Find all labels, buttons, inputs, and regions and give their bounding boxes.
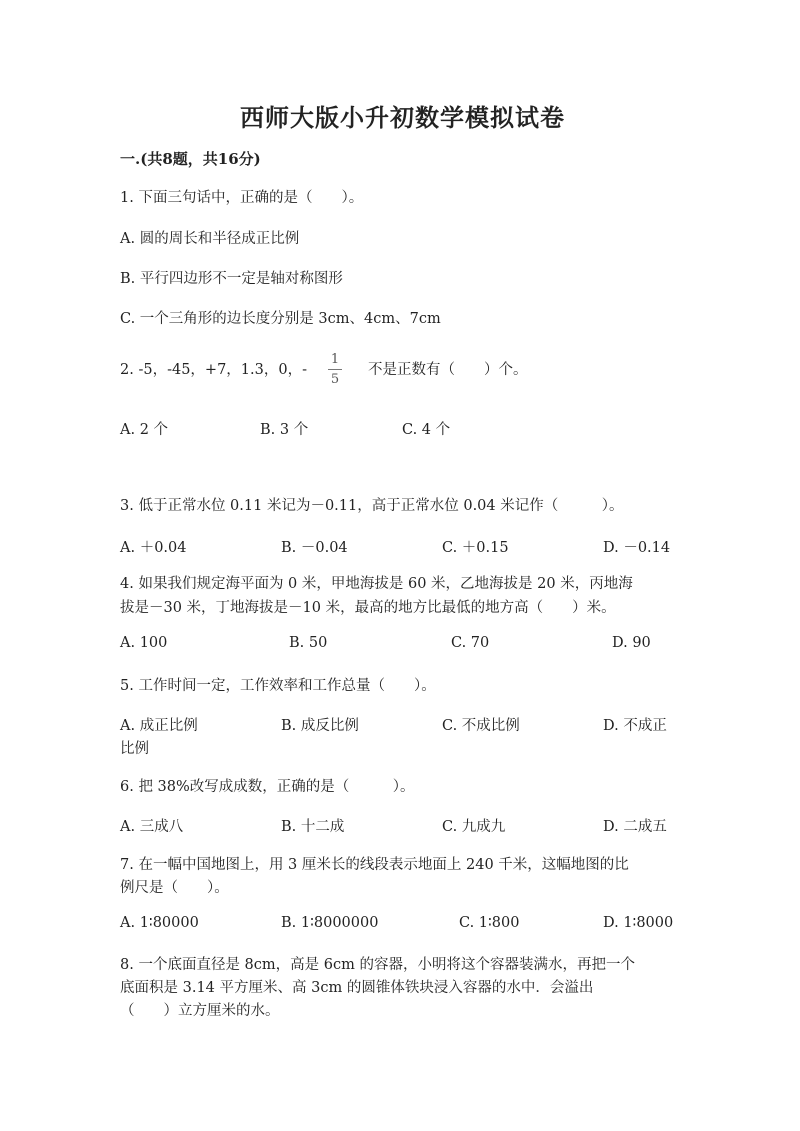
question-1-stem: 1. 下面三句话中，正确的是（ ）。 [120,190,364,206]
question-2-option-c: C. 4 个 [402,422,451,438]
question-5-option-d: D. 不成正 [603,718,667,734]
question-6-option-d: D. 二成五 [603,819,667,835]
question-8-stem-line-3: （ ）立方厘米的水。 [120,1003,280,1019]
question-1-option-c: C. 一个三角形的边长度分别是 3cm、4cm、7cm [120,311,441,327]
question-7-option-b: B. 1∶8000000 [281,915,379,931]
question-5-option-c: C. 不成比例 [442,718,520,734]
question-6-option-b: B. 十二成 [281,819,345,835]
question-1-option-b: B. 平行四边形不一定是轴对称图形 [120,271,343,287]
question-5-option-b: B. 成反比例 [281,718,359,734]
fraction-bar [328,369,342,370]
fraction-numerator: 1 [330,352,340,367]
question-6-stem: 6. 把 38%改写成成数，正确的是（ ）。 [120,779,415,795]
question-8-stem-line-1: 8. 一个底面直径是 8cm，高是 6cm 的容器，小明将这个容器装满水，再把一个 [120,957,635,973]
question-1-option-a: A. 圆的周长和半径成正比例 [120,231,300,247]
fraction-denominator: 5 [330,372,340,387]
question-7-stem-line-2: 例尺是（ ）。 [120,880,229,896]
question-4-option-b: B. 50 [289,635,328,651]
fraction-one-fifth [328,352,342,387]
question-5-stem: 5. 工作时间一定，工作效率和工作总量（ ）。 [120,678,436,694]
question-4-option-a: A. 100 [120,635,168,651]
question-5-option-a: A. 成正比例 [120,718,198,734]
question-3-stem: 3. 低于正常水位 0.11 米记为－0.11，高于正常水位 0.04 米记作（ ）。 [120,498,624,514]
question-3-option-a: A. ＋0.04 [120,540,187,556]
question-3-option-d: D. －0.14 [603,540,671,556]
question-4-option-d: D. 90 [612,635,651,651]
question-6-option-c: C. 九成九 [442,819,506,835]
question-2-option-a: A. 2 个 [120,422,169,438]
page-title: 西师大版小升初数学模拟试卷 [240,103,565,132]
question-6-option-a: A. 三成八 [120,819,184,835]
question-2-option-b: B. 3 个 [260,422,309,438]
question-8-stem-line-2: 底面积是 3.14 平方厘米、高 3cm 的圆锥体铁块浸入容器的水中．会溢出 [120,980,594,996]
question-7-option-d: D. 1∶8000 [603,915,674,931]
question-7-stem-line-1: 7. 在一幅中国地图上，用 3 厘米长的线段表示地面上 240 千米，这幅地图的比 [120,857,629,873]
question-7-option-a: A. 1∶80000 [120,915,199,931]
question-7-option-c: C. 1∶800 [459,915,520,931]
question-3-option-b: B. －0.04 [281,540,348,556]
question-2-stem-continued: 不是正数有（ ）个。 [368,362,528,378]
question-3-option-c: C. ＋0.15 [442,540,509,556]
section-heading: 一.(共8题，共16分) [120,150,261,168]
question-4-stem-line-2: 拔是－30 米，丁地海拔是－10 米，最高的地方比最低的地方高（ ）米。 [120,600,616,616]
question-2-stem: 2. -5，-45，+7，1.3，0，- [120,362,307,378]
question-4-stem-line-1: 4. 如果我们规定海平面为 0 米，甲地海拔是 60 米，乙地海拔是 20 米，丙地海 [120,576,633,592]
question-4-option-c: C. 70 [451,635,490,651]
question-5-option-d-continued: 比例 [120,741,149,757]
